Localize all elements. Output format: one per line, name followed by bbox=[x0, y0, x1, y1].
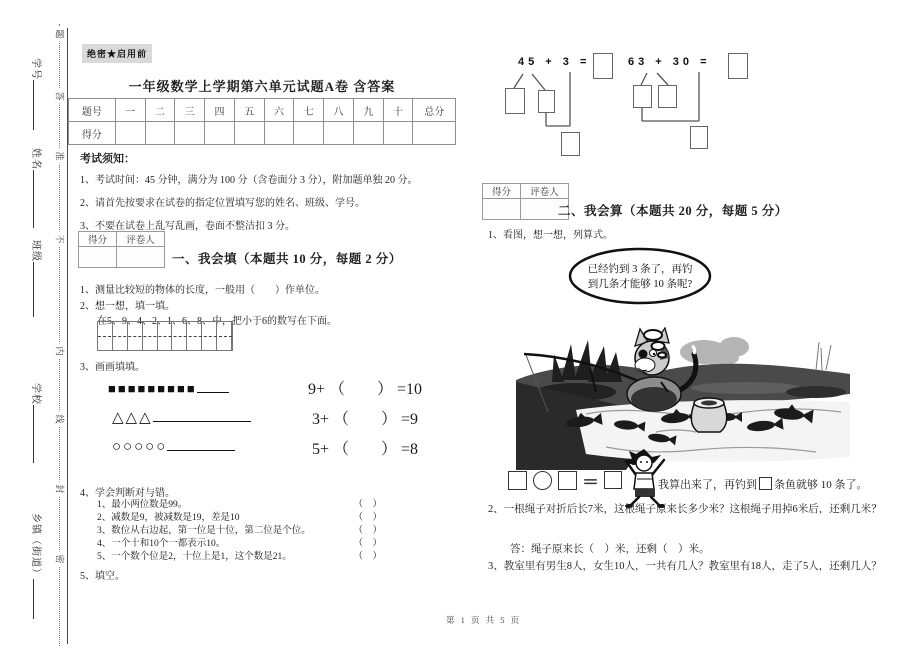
name-field: 姓名 bbox=[30, 148, 45, 228]
table-row bbox=[69, 122, 456, 145]
boy-answer-text: 我算出来了，再钓到 条鱼就够 10 条了。 bbox=[658, 479, 868, 491]
answer-box bbox=[508, 471, 527, 490]
class-field: 班级 bbox=[30, 240, 45, 317]
answer-grid bbox=[97, 321, 233, 351]
section2-title: 二、我会算（本题共 20 分，每题 5 分） bbox=[558, 204, 788, 218]
equation-3: 5+ （ ） =8 bbox=[312, 441, 419, 458]
question-1-2-sub: 在5、9、4、2、1、6、8、中，把小于6的数写在下面。 bbox=[97, 316, 337, 327]
decomposition-diagrams bbox=[488, 48, 768, 163]
page-title: 一年级数学上学期第六单元试题A卷 含答案 bbox=[128, 79, 396, 94]
answer-bracket: （ ） bbox=[353, 552, 382, 562]
list-item: 3、数位从右边起，第一位是十位，第二位是个位。 （ ） bbox=[97, 526, 382, 536]
fishing-cartoon bbox=[516, 242, 850, 474]
grass-tuft bbox=[552, 340, 622, 382]
list-item: 4、一个十和10个一都表示10。 （ ） bbox=[97, 539, 382, 549]
draw-row-circles bbox=[112, 438, 235, 456]
square-icons: ■■■■■■■■■ bbox=[108, 381, 197, 396]
list-item: 1、最小两位数是99。 （ ） bbox=[97, 500, 382, 510]
true-false-list bbox=[97, 499, 382, 564]
grader-label: 评卷人 bbox=[117, 232, 165, 247]
answer-circle bbox=[533, 471, 552, 490]
answer-box bbox=[558, 471, 577, 490]
list-item: 5、一个数个位是2，十位上是1，这个数是21。 （ ） bbox=[97, 552, 382, 562]
notice-heading: 考试须知： bbox=[80, 153, 135, 165]
score-summary-table bbox=[68, 98, 456, 145]
seal-char: 答 bbox=[54, 89, 66, 104]
equation-2: 3+ （ ） =9 bbox=[312, 411, 419, 428]
page-number: 第 1 页 共 5 页 bbox=[446, 615, 522, 625]
equals-sign: ＝ bbox=[582, 473, 599, 492]
jar-icon bbox=[691, 398, 726, 432]
question-2-2: 2、一根绳子对折后长7米，这根绳子原来长多少米？这根绳子用掉6米后，还剩几米？ bbox=[488, 504, 882, 515]
decomposition-expression-2: 63 + 30 = bbox=[628, 56, 711, 68]
question-1-2: 2、想一想，填一填。 bbox=[80, 301, 175, 312]
score-table-header-cell: 题号 bbox=[69, 99, 116, 122]
answer-bracket: （ ） bbox=[353, 513, 382, 523]
draw-row-triangles bbox=[112, 408, 251, 427]
question-1-5: 5、填空。 bbox=[80, 571, 125, 582]
notice-item: 1、考试时间：45 分钟，满分为 100 分（含卷面分 3 分），附加题单独 20 分。 bbox=[80, 175, 418, 186]
student-id-field: 学号 bbox=[30, 58, 45, 130]
seal-char: 封 bbox=[54, 482, 66, 497]
question-1-1: 1、测量比较短的物体的长度，一般用（ ）作单位。 bbox=[80, 285, 325, 296]
seal-char: 内 bbox=[54, 344, 66, 359]
seal-char: 题 bbox=[54, 27, 66, 42]
decomposition-expression-1: 45 + 3 = bbox=[518, 56, 591, 68]
question-1-3: 3、画画填填。 bbox=[80, 362, 145, 373]
school-field: 学校 bbox=[30, 383, 45, 463]
table-row: 题号 一 二 三 四 五 六 七 八 九 十 总分 bbox=[69, 99, 456, 122]
thought-bubble bbox=[570, 249, 710, 303]
question-2-2-answer: 答：绳子原来长（ ）米，还剩（ ）米。 bbox=[510, 544, 710, 555]
bubble-text-line2: 到几条才能够 10 条呢? bbox=[587, 279, 693, 290]
answer-bracket: （ ） bbox=[353, 526, 382, 536]
question-2-1: 1、看图，想一想，列算式。 bbox=[488, 230, 613, 241]
answer-box bbox=[604, 471, 622, 489]
circle-icons: ○○○○○ bbox=[112, 439, 168, 455]
notice-item: 3、不要在试卷上乱写乱画，卷面不整洁扣 3 分。 bbox=[80, 221, 295, 232]
notice-item: 2、请首先按要求在试卷的指定位置填写您的姓名、班级、学号。 bbox=[80, 198, 365, 209]
grader-label: 评卷人 bbox=[521, 184, 569, 199]
answer-bracket: （ ） bbox=[353, 539, 382, 549]
question-2-3: 3、教室里有男生8人，女生10人，一共有几人？教室里有18人，走了5人，还剩几人？ bbox=[488, 561, 882, 572]
township-field: 乡镇（街道） bbox=[30, 513, 45, 619]
seal-char: 准 bbox=[54, 149, 66, 164]
score-label: 得分 bbox=[483, 184, 521, 199]
section1-title: 一、我会填（本题共 10 分，每题 2 分） bbox=[172, 252, 402, 266]
list-item: 2、减数是9，被减数是19，差是10 （ ） bbox=[97, 513, 382, 523]
seal-char: 线 bbox=[54, 412, 66, 427]
answer-box bbox=[759, 477, 772, 490]
draw-row-squares bbox=[108, 380, 229, 398]
grid-dashed-line bbox=[98, 336, 232, 337]
question-1-4: 4、学会判断对与错。 bbox=[80, 488, 175, 499]
score-label: 得分 bbox=[79, 232, 117, 247]
triangle-icons: △△△ bbox=[112, 410, 153, 426]
answer-bracket: （ ） bbox=[353, 500, 382, 510]
equation-1: 9+ （ ） =10 bbox=[308, 381, 423, 398]
grader-box-section2 bbox=[482, 183, 569, 220]
decomposition-lines bbox=[488, 48, 768, 163]
score-label-cell: 得分 bbox=[69, 122, 116, 145]
seal-char: 不 bbox=[54, 232, 66, 247]
secrecy-badge: 绝密★启用前 bbox=[82, 44, 152, 63]
bushes bbox=[680, 337, 749, 366]
grader-box-section1 bbox=[78, 231, 165, 268]
reeds bbox=[816, 342, 831, 370]
seal-char: 密 bbox=[54, 552, 66, 567]
bubble-text-line1: 已经钓到 3 条了，再钓 bbox=[587, 264, 693, 275]
